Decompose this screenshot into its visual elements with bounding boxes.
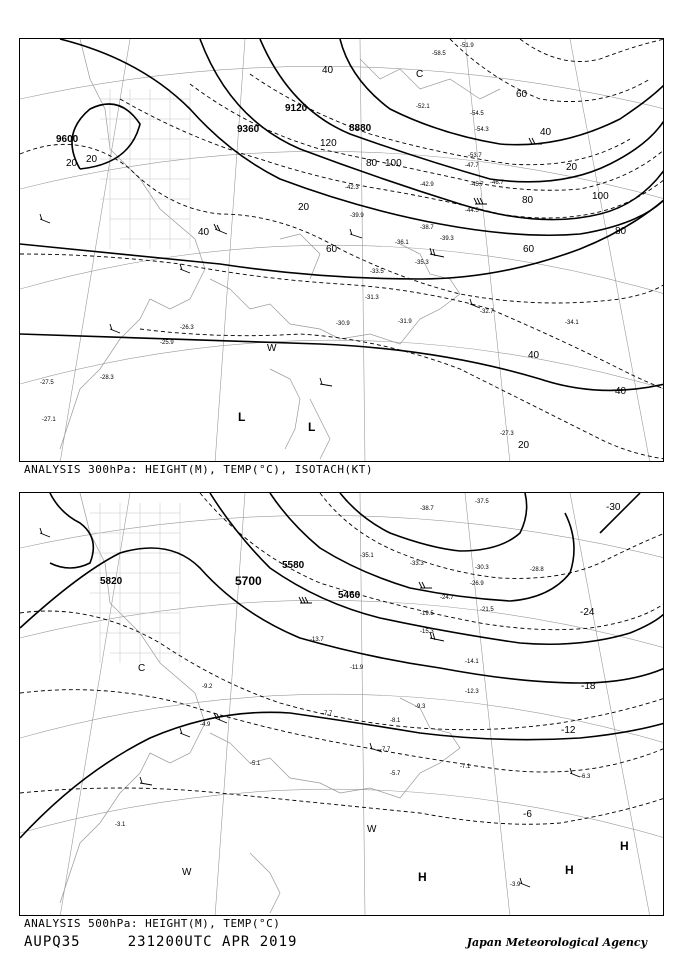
temp-value: -28.8 [530, 567, 544, 573]
height-label: 5700 [235, 574, 262, 588]
height-label: 9600 [56, 134, 79, 145]
height-label: 5820 [100, 576, 123, 587]
map-300hpa [20, 39, 664, 462]
wind-barbs [40, 138, 542, 386]
temp-value: -9.3 [415, 704, 426, 710]
isotach-label: 80 [615, 226, 627, 237]
isotach-label: 40 [198, 227, 210, 238]
isotach-label: 20 [66, 158, 78, 169]
temp-value: -35.3 [415, 260, 429, 266]
temp-value: -7.1 [460, 764, 471, 770]
graticule [20, 493, 664, 916]
temp-value: -8.1 [390, 718, 401, 724]
temp-value: -4.9 [200, 722, 211, 728]
isotach-label: 120 [320, 138, 337, 149]
isotach-label: 20 [518, 440, 530, 451]
height-label: 5460 [338, 590, 361, 601]
high-marker: H [418, 870, 427, 884]
temp-value: -24.7 [440, 595, 454, 601]
isotach-label: 60 [516, 89, 528, 100]
isotach-label: 40 [615, 386, 627, 397]
temp-value: -52.1 [416, 104, 430, 110]
agency-name: Japan Meteorological Agency [466, 936, 647, 949]
isotach-label: 20 [86, 154, 98, 165]
isotach-label: 60 [326, 244, 338, 255]
temp-value: -35.1 [360, 553, 374, 559]
isotach-label: 20 [298, 202, 310, 213]
temp-value: -51.9 [460, 43, 474, 49]
warm-marker: W [367, 824, 377, 835]
temp-value: -26.3 [180, 325, 194, 331]
isotachs [20, 39, 664, 459]
temp-value: -25.9 [160, 340, 174, 346]
temp-value: -3.1 [115, 822, 126, 828]
temp-value: -14.1 [465, 659, 479, 665]
temp-value: -44.5 [465, 208, 479, 214]
temp-value: -5.1 [250, 761, 261, 767]
isotherm-label: -6 [523, 809, 532, 820]
isotherm-label: -24 [580, 607, 595, 618]
height-label: 8880 [349, 123, 372, 134]
chart-code [24, 934, 297, 950]
high-marker: H [565, 863, 574, 877]
height-contours [20, 493, 664, 838]
temp-value: -58.5 [432, 51, 446, 57]
graticule [20, 39, 664, 462]
temp-value: -34.1 [565, 320, 579, 326]
isotach-label: 60 [523, 244, 535, 255]
temp-value: -39.9 [350, 213, 364, 219]
temp-value: -21.5 [480, 607, 494, 613]
warm-marker: W [182, 867, 192, 878]
isotherms [20, 493, 664, 824]
temp-value: -15.3 [420, 629, 434, 635]
temp-value: -30.3 [475, 565, 489, 571]
temp-value: -54.5 [470, 111, 484, 117]
temp-value: -53.7 [468, 153, 482, 159]
chart-500-caption: ANALYSIS 500hPa: HEIGHT(M), TEMP(°C) [24, 917, 281, 930]
isotach-label: 40 [540, 127, 552, 138]
temp-value: -28.3 [100, 375, 114, 381]
temp-value: -12.3 [465, 689, 479, 695]
temp-value: -11.9 [350, 665, 364, 671]
temp-value: -42.3 [345, 185, 359, 191]
height-label: 9360 [237, 124, 260, 135]
temp-value: -42.9 [420, 182, 434, 188]
isotach-label: 80 [522, 195, 534, 206]
temp-value: -45.7 [470, 182, 484, 188]
chart-300-caption: ANALYSIS 300hPa: HEIGHT(M), TEMP(°C), ISOTACH(KT) [24, 463, 374, 476]
temp-value: -47.7 [465, 163, 479, 169]
isotach-label: 40 [528, 350, 540, 361]
isotherm-label: -12 [561, 725, 576, 736]
analysis-time: 231200UTC APR 2019 [127, 934, 298, 950]
coastline [60, 39, 500, 459]
temp-value: -39.3 [440, 236, 454, 242]
temp-value: -5.7 [390, 771, 401, 777]
temp-value: -7.7 [322, 711, 333, 717]
isotach-label: 40 [322, 65, 334, 76]
temp-value: -33.5 [370, 269, 384, 275]
isotach-label: 80 [366, 158, 378, 169]
low-marker: L [308, 420, 316, 434]
low-marker: L [238, 410, 246, 424]
temp-value: -19.5 [420, 611, 434, 617]
temp-value: -31.9 [398, 319, 412, 325]
chart-500hpa [19, 492, 664, 916]
temp-value: -9.2 [202, 684, 213, 690]
isotherm-label: -18 [581, 681, 596, 692]
temp-value: -30.9 [336, 321, 350, 327]
temp-value: -36.1 [395, 240, 409, 246]
isotherm-label: -30 [606, 502, 621, 513]
temp-value: -27.1 [42, 417, 56, 423]
temp-value: -38.7 [420, 506, 434, 512]
temp-value: -32.7 [480, 309, 494, 315]
temp-value: -13.7 [310, 637, 324, 643]
temp-value: -46.7 [490, 180, 504, 186]
temp-value: -3.9 [510, 882, 521, 888]
temp-value: -27.5 [40, 380, 54, 386]
cold-marker: C [416, 69, 424, 80]
high-marker: H [620, 839, 629, 853]
height-label: 5580 [282, 560, 305, 571]
bulletin-code: AUPQ35 [24, 934, 81, 950]
height-contours [20, 39, 664, 390]
temp-value: -7.7 [380, 747, 391, 753]
chart-300hpa [19, 38, 664, 462]
temp-value: -6.3 [580, 774, 591, 780]
temp-value: -54.3 [475, 127, 489, 133]
temp-value: -38.7 [420, 225, 434, 231]
height-label: 9120 [285, 103, 308, 114]
temp-value: -31.3 [365, 295, 379, 301]
temp-value: -26.9 [470, 581, 484, 587]
temp-value: -33.3 [410, 561, 424, 567]
warm-marker: W [267, 343, 277, 354]
isotach-label: 100 [592, 191, 609, 202]
map-500hpa [20, 493, 664, 916]
isotach-label: 100 [385, 158, 402, 169]
isotach-label: 20 [566, 162, 578, 173]
temp-value: -27.3 [500, 431, 514, 437]
temp-value: -37.5 [475, 499, 489, 505]
cold-marker: C [138, 663, 146, 674]
